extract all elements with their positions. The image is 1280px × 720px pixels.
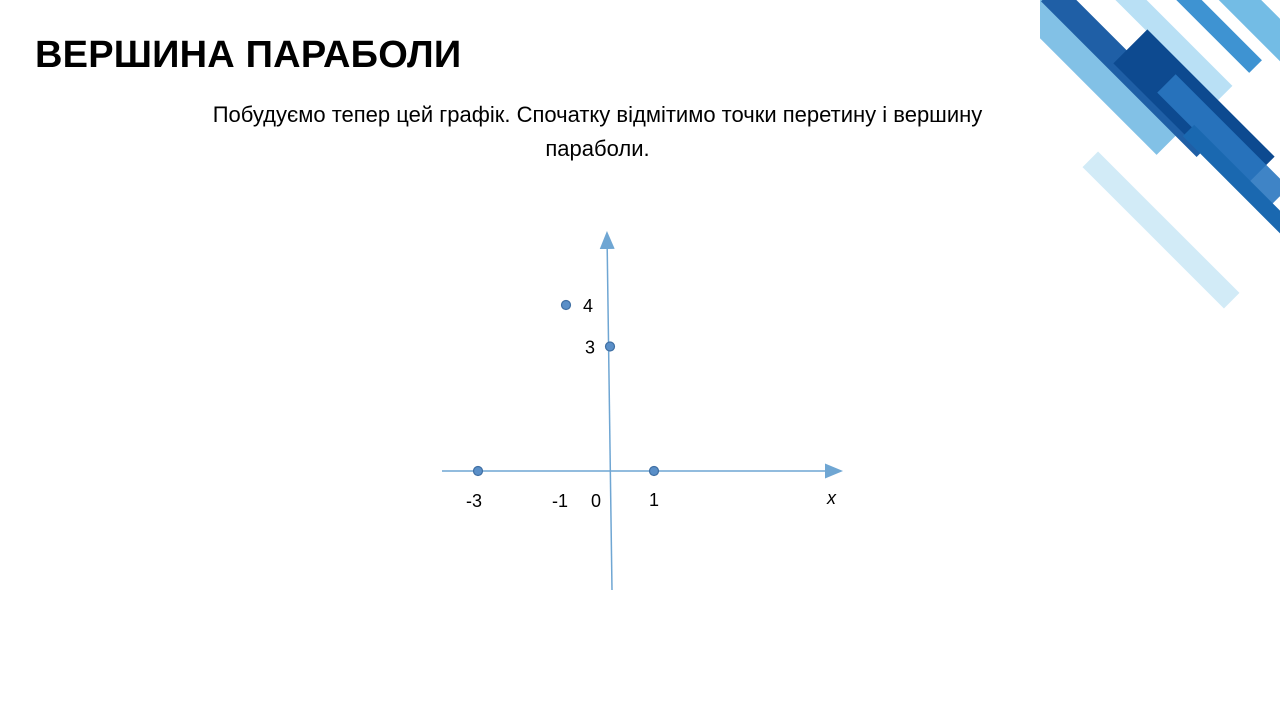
origin-label: 0 bbox=[591, 491, 602, 511]
point-label: 1 bbox=[649, 490, 660, 510]
point-marker bbox=[650, 467, 659, 476]
tick-label-minus-1: -1 bbox=[552, 491, 569, 511]
point-marker bbox=[474, 467, 483, 476]
point-marker bbox=[562, 301, 571, 310]
x-axis-label: x bbox=[827, 488, 836, 508]
points-layer bbox=[466, 296, 659, 511]
point-label: 4 bbox=[583, 296, 594, 316]
point-label: 3 bbox=[585, 337, 596, 358]
slide-title: ВЕРШИНА ПАРАБОЛИ bbox=[35, 34, 462, 76]
point-label: -3 bbox=[466, 491, 483, 511]
point-marker bbox=[606, 342, 615, 351]
y-axis bbox=[607, 234, 612, 590]
slide-subtitle: Побудуємо тепер цей графік. Спочатку відмітимо точки перетину і вершину параболи. bbox=[212, 102, 983, 161]
